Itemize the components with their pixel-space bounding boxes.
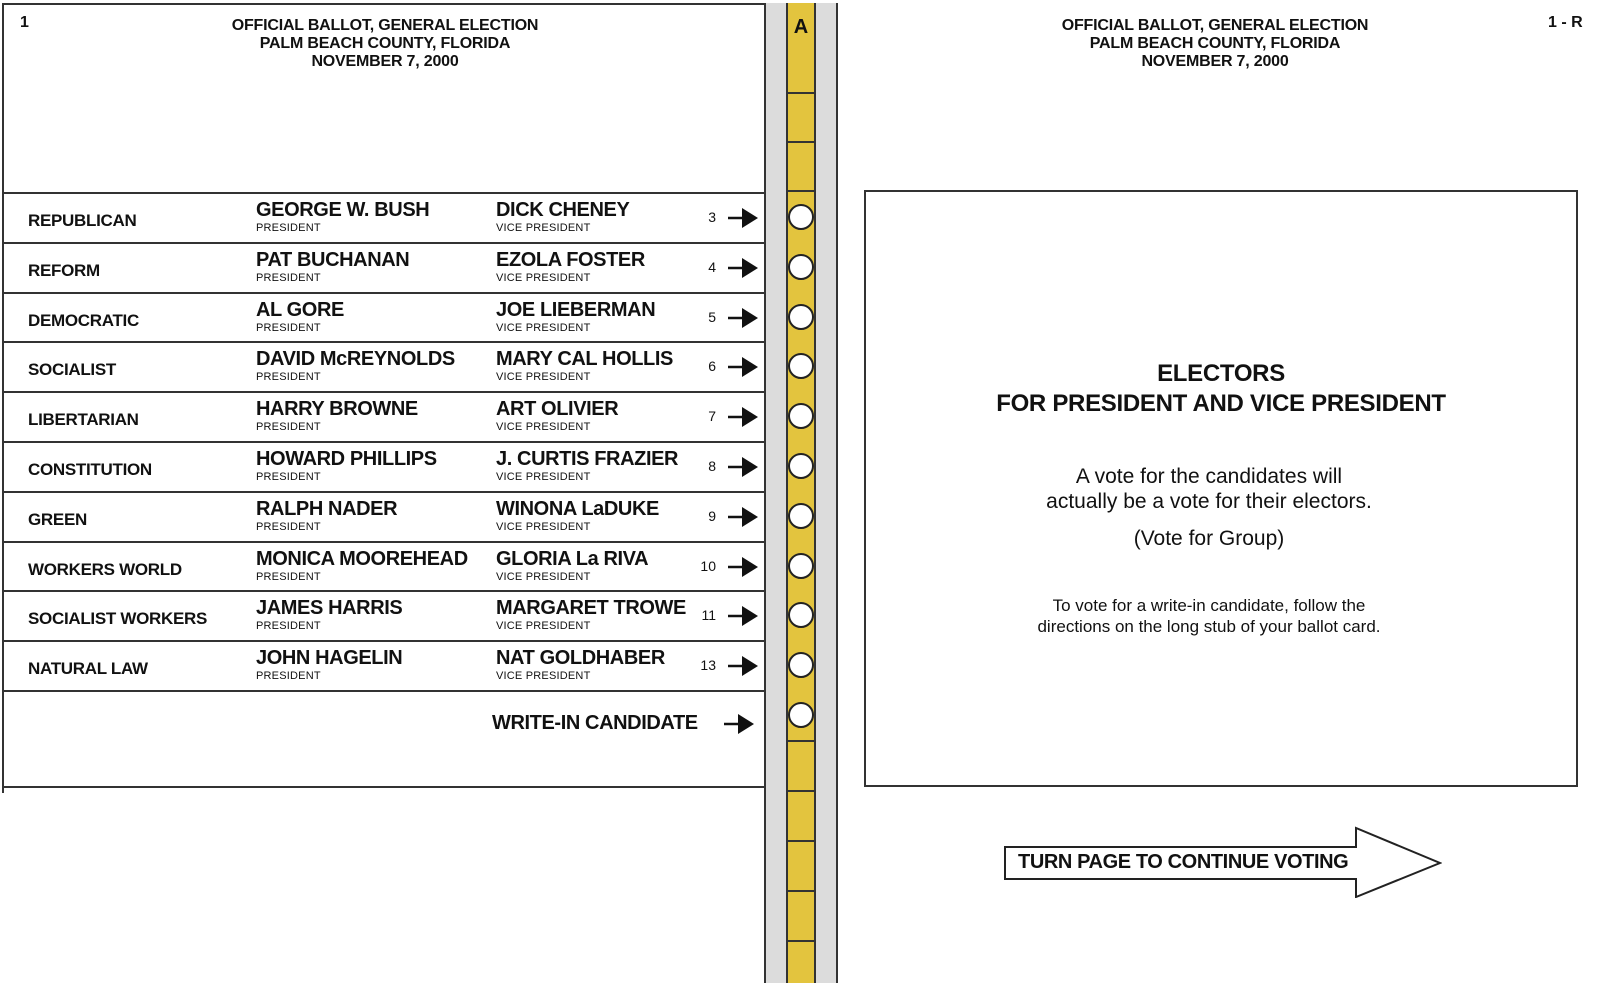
president-title: PRESIDENT — [256, 670, 321, 682]
president-name: JAMES HARRIS — [256, 597, 403, 619]
vote-for-group: (Vote for Group) — [1133, 527, 1285, 550]
write-in-punch-hole[interactable] — [788, 702, 814, 728]
party-name: WORKERS WORLD — [28, 560, 182, 579]
candidate-row — [4, 590, 766, 641]
arrow-right-icon — [728, 605, 758, 627]
vice-president-candidate — [496, 548, 648, 584]
president-title: PRESIDENT — [256, 222, 321, 234]
candidate-row — [4, 292, 766, 343]
party-name: NATURAL LAW — [28, 659, 148, 678]
punch-hole[interactable] — [788, 353, 814, 379]
president-name: MONICA MOOREHEAD — [256, 548, 468, 570]
president-candidate — [256, 299, 344, 335]
right-ballot-header — [1030, 17, 1400, 71]
strip-divider — [786, 740, 816, 742]
vice-president-title: VICE PRESIDENT — [496, 421, 591, 433]
punch-hole[interactable] — [788, 304, 814, 330]
vice-president-candidate — [496, 398, 618, 434]
header-line-3: NOVEMBER 7, 2000 — [1141, 53, 1289, 70]
president-candidate — [256, 249, 409, 285]
vice-president-title: VICE PRESIDENT — [496, 371, 591, 383]
party-name: REFORM — [28, 261, 100, 280]
electors-subtitle: FOR PRESIDENT AND VICE PRESIDENT — [996, 390, 1446, 417]
header-line-2: PALM BEACH COUNTY, FLORIDA — [259, 35, 511, 52]
vice-president-candidate — [496, 597, 686, 633]
punch-hole[interactable] — [788, 602, 814, 628]
vice-president-title: VICE PRESIDENT — [496, 521, 591, 533]
left-ballot-header — [200, 17, 570, 71]
punch-hole[interactable] — [788, 403, 814, 429]
party-name: DEMOCRATIC — [28, 311, 139, 330]
punch-hole[interactable] — [788, 503, 814, 529]
president-name: HOWARD PHILLIPS — [256, 448, 437, 470]
vice-president-name: EZOLA FOSTER — [496, 249, 645, 271]
vice-president-name: GLORIA La RIVA — [496, 548, 649, 570]
arrow-right-icon — [728, 257, 758, 279]
punch-number: 6 — [708, 358, 716, 374]
write-in-row-divider — [4, 690, 766, 692]
vice-president-title: VICE PRESIDENT — [496, 620, 591, 632]
vice-president-name: ART OLIVIER — [496, 398, 619, 420]
punch-number: 5 — [708, 309, 716, 325]
president-title: PRESIDENT — [256, 421, 321, 433]
president-candidate — [256, 348, 455, 384]
vice-president-name: NAT GOLDHABER — [496, 647, 665, 669]
vote-note-line-1: A vote for the candidates will — [1075, 465, 1343, 488]
vice-president-title: VICE PRESIDENT — [496, 670, 591, 682]
strip-divider — [786, 92, 816, 94]
president-name: HARRY BROWNE — [256, 398, 418, 420]
arrow-right-icon — [728, 655, 758, 677]
write-in-note-line-1: To vote for a write-in candidate, follow the — [1052, 596, 1366, 615]
vice-president-candidate — [496, 249, 645, 285]
president-candidate — [256, 597, 402, 633]
punch-number: 8 — [708, 458, 716, 474]
strip-divider — [786, 141, 816, 143]
vice-president-title: VICE PRESIDENT — [496, 272, 591, 284]
header-line-1: OFFICIAL BALLOT, GENERAL ELECTION — [1061, 17, 1369, 34]
candidate-row — [4, 541, 766, 592]
party-name: SOCIALIST WORKERS — [28, 609, 208, 628]
president-name: DAVID McREYNOLDS — [256, 348, 455, 370]
vice-president-candidate — [496, 647, 665, 683]
header-line-3: NOVEMBER 7, 2000 — [311, 53, 459, 70]
vice-president-title: VICE PRESIDENT — [496, 322, 591, 334]
left-page-number: 1 — [20, 14, 29, 31]
president-candidate — [256, 548, 468, 584]
punch-hole[interactable] — [788, 204, 814, 230]
president-name: GEORGE W. BUSH — [256, 199, 430, 221]
president-title: PRESIDENT — [256, 571, 321, 583]
electors-title: ELECTORS — [1157, 360, 1285, 387]
president-candidate — [256, 448, 437, 484]
arrow-right-icon — [728, 506, 758, 528]
president-candidate — [256, 647, 402, 683]
vice-president-name: WINONA LaDUKE — [496, 498, 659, 520]
president-name: PAT BUCHANAN — [256, 249, 410, 271]
vote-note-line-2: actually be a vote for their electors. — [1046, 490, 1372, 513]
vice-president-name: J. CURTIS FRAZIER — [496, 448, 679, 470]
punch-hole[interactable] — [788, 652, 814, 678]
president-candidate — [256, 199, 429, 235]
left-page-top-border — [2, 3, 766, 5]
vice-president-name: JOE LIEBERMAN — [496, 299, 656, 321]
punch-strip-edge-left — [764, 3, 766, 983]
punch-number: 7 — [708, 408, 716, 424]
candidate-row — [4, 242, 766, 293]
vice-president-candidate — [496, 448, 678, 484]
turn-page-instruction: TURN PAGE TO CONTINUE VOTING — [1018, 851, 1349, 873]
punch-hole[interactable] — [788, 453, 814, 479]
write-in-arrow-icon — [724, 713, 754, 735]
president-title: PRESIDENT — [256, 272, 321, 284]
punch-number: 3 — [708, 209, 716, 225]
punch-number: 4 — [708, 259, 716, 275]
president-candidate — [256, 498, 397, 534]
vice-president-candidate — [496, 498, 659, 534]
arrow-right-icon — [728, 207, 758, 229]
vice-president-title: VICE PRESIDENT — [496, 571, 591, 583]
president-title: PRESIDENT — [256, 371, 321, 383]
header-line-2: PALM BEACH COUNTY, FLORIDA — [1089, 35, 1341, 52]
party-name: GREEN — [28, 510, 87, 529]
president-title: PRESIDENT — [256, 322, 321, 334]
party-name: LIBERTARIAN — [28, 410, 139, 429]
party-name: CONSTITUTION — [28, 460, 152, 479]
vice-president-candidate — [496, 348, 673, 384]
party-name: REPUBLICAN — [28, 211, 137, 230]
president-title: PRESIDENT — [256, 620, 321, 632]
vice-president-name: DICK CHENEY — [496, 199, 630, 221]
strip-divider — [786, 940, 816, 942]
candidate-row — [4, 491, 766, 542]
vice-president-name: MARGARET TROWE — [496, 597, 686, 619]
punch-hole[interactable] — [788, 553, 814, 579]
vice-president-name: MARY CAL HOLLIS — [496, 348, 673, 370]
vice-president-title: VICE PRESIDENT — [496, 471, 591, 483]
strip-divider — [786, 790, 816, 792]
write-in-label: WRITE-IN CANDIDATE — [492, 712, 698, 734]
strip-divider — [786, 190, 816, 192]
punch-strip — [786, 3, 816, 983]
right-page-number: 1 - R — [1548, 14, 1583, 31]
arrow-right-icon — [728, 556, 758, 578]
president-name: RALPH NADER — [256, 498, 398, 520]
punch-number: 13 — [700, 657, 716, 673]
candidate-row — [4, 391, 766, 442]
arrow-right-icon — [728, 406, 758, 428]
header-line-1: OFFICIAL BALLOT, GENERAL ELECTION — [231, 17, 539, 34]
vice-president-candidate — [496, 199, 629, 235]
strip-divider — [786, 890, 816, 892]
president-title: PRESIDENT — [256, 521, 321, 533]
arrow-right-icon — [728, 456, 758, 478]
punch-strip-label: A — [793, 16, 809, 38]
punch-hole[interactable] — [788, 254, 814, 280]
arrow-right-icon — [728, 307, 758, 329]
arrow-right-icon — [728, 356, 758, 378]
candidate-row — [4, 441, 766, 492]
punch-number: 9 — [708, 508, 716, 524]
left-page-bottom-border — [2, 786, 766, 788]
candidate-row — [4, 192, 766, 243]
candidate-row — [4, 640, 766, 691]
strip-divider — [786, 840, 816, 842]
write-in-note-line-2: directions on the long stub of your ballot card. — [1037, 617, 1381, 636]
punch-number: 10 — [700, 558, 716, 574]
vice-president-candidate — [496, 299, 655, 335]
party-name: SOCIALIST — [28, 360, 116, 379]
president-candidate — [256, 398, 418, 434]
ballot-left-page — [0, 0, 766, 983]
punch-number: 11 — [701, 607, 716, 623]
president-name: JOHN HAGELIN — [256, 647, 403, 669]
president-title: PRESIDENT — [256, 471, 321, 483]
president-name: AL GORE — [256, 299, 344, 321]
vice-president-title: VICE PRESIDENT — [496, 222, 591, 234]
candidate-row — [4, 341, 766, 392]
